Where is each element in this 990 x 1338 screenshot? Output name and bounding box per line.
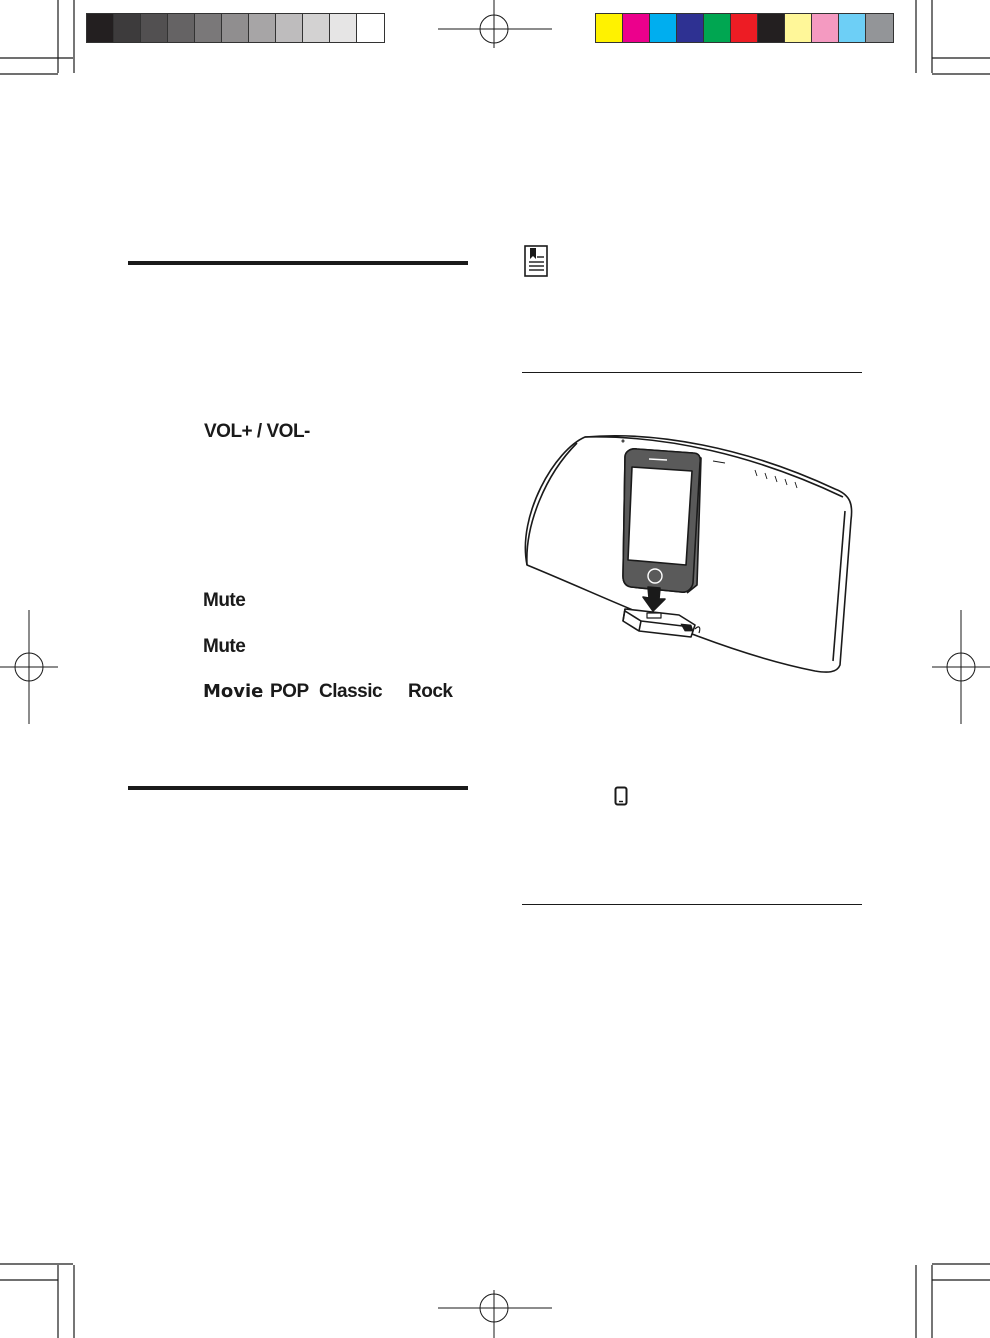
registration-mark-right — [932, 610, 990, 724]
vol-label: VOL+ / VOL- — [204, 421, 310, 442]
grayscale-swatch — [222, 14, 249, 42]
process-swatch — [677, 14, 704, 42]
grayscale-swatch — [141, 14, 168, 42]
process-swatch — [623, 14, 650, 42]
note-rule — [522, 372, 862, 373]
mute-label: Mute — [203, 636, 246, 657]
grayscale-swatch — [195, 14, 222, 42]
process-swatch — [731, 14, 758, 42]
registration-mark-top — [438, 0, 552, 48]
eq-preset-pop: POP — [270, 681, 309, 702]
grayscale-swatch — [168, 14, 195, 42]
grayscale-swatch — [87, 14, 114, 42]
grayscale-swatch — [303, 14, 330, 42]
process-swatch — [812, 14, 839, 42]
grayscale-swatch — [357, 14, 384, 42]
eq-preset-classic: Classic — [319, 681, 383, 702]
grayscale-color-bar — [86, 13, 385, 43]
grayscale-swatch — [330, 14, 357, 42]
note-icon — [524, 245, 548, 277]
section-rule-top — [128, 261, 468, 265]
grayscale-swatch — [114, 14, 141, 42]
speaker-dock-illustration — [515, 425, 860, 680]
process-color-bar — [595, 13, 894, 43]
grayscale-swatch — [276, 14, 303, 42]
registration-mark-bottom — [438, 1290, 552, 1338]
process-swatch — [596, 14, 623, 42]
process-swatch — [866, 14, 893, 42]
eq-preset-movie: Movie — [203, 681, 264, 702]
section-rule-right-bottom — [522, 904, 862, 905]
smartphone-icon — [614, 786, 628, 806]
process-swatch — [704, 14, 731, 42]
process-swatch — [650, 14, 677, 42]
process-swatch — [839, 14, 866, 42]
registration-mark-left — [0, 610, 58, 724]
grayscale-swatch — [249, 14, 276, 42]
process-swatch — [758, 14, 785, 42]
process-swatch — [785, 14, 812, 42]
mute-label: Mute — [203, 590, 246, 611]
eq-preset-rock: Rock — [408, 681, 453, 702]
section-rule-bottom — [128, 786, 468, 790]
